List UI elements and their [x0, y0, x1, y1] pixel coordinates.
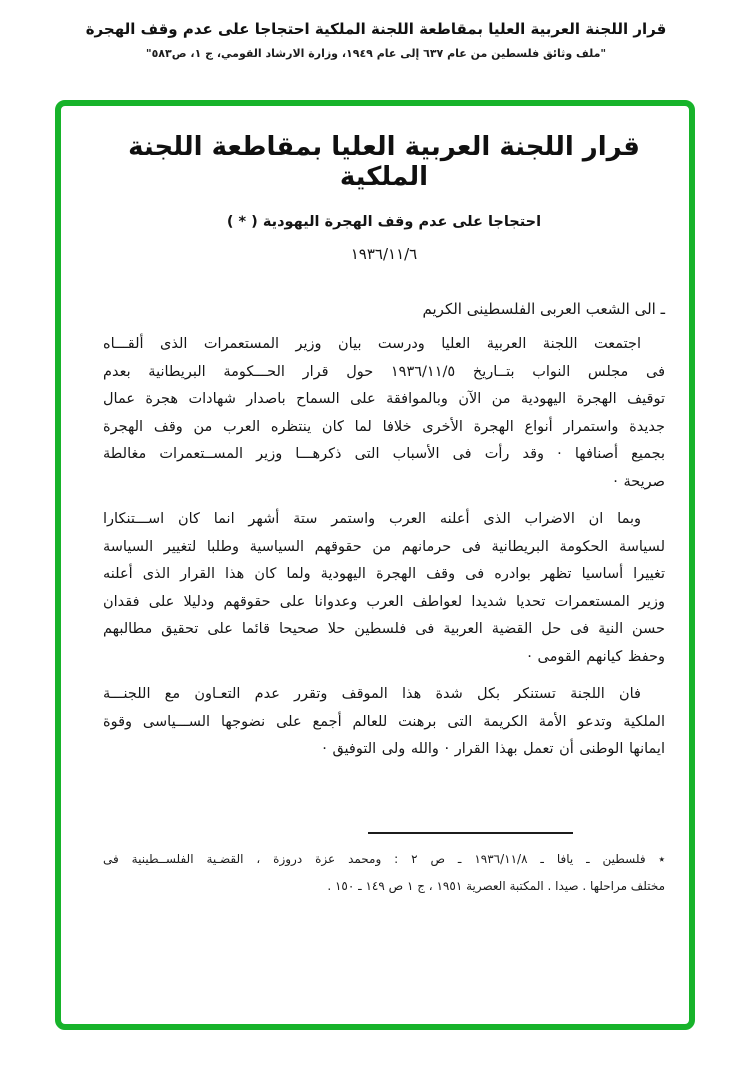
document-body	[103, 331, 665, 764]
body-line: وحفظ كيانهم القومى ·	[527, 648, 665, 665]
paragraph-2	[103, 506, 665, 671]
body-line: تغييرا أساسيا تظهر بوادره فى وقف الهجرة اليهودية ولما كان هذا القرار الذى أعلنه	[103, 566, 665, 582]
body-line: ايمانها الوطنى أن تعمل بهذا القرار · والله ولى التوفيق ·	[322, 741, 665, 757]
body-line: وبما ان الاضراب الذى أعلنه العرب واستمر ستة أشهر انما كان اســـتنكارا	[103, 511, 641, 527]
citation-title-line: قرار اللجنة العربية العليا بمقاطعة اللجنة الملكية احتجاجا على عدم وقف الهجرة	[85, 20, 667, 38]
body-line: فان اللجنة تستنكر بكل شدة هذا الموقف وتقرر عدم التعـاون مع اللجنـــة	[103, 686, 641, 702]
document-frame	[55, 100, 695, 1030]
footnote-separator	[368, 832, 573, 834]
citation-source-line: "ملف وثائق فلسطين من عام ٦٣٧ إلى عام ١٩٤٩، وزارة الارشاد القومي، ج ١، ص٥٨٣"	[145, 47, 607, 60]
footnote-line: ٭ فلسطين ـ يافا ـ ١٩٣٦/١١/٨ ـ ص ٢ : ومحمد عزة دروزة ، القضـية الفلســطينية فى	[103, 852, 666, 866]
body-line: اجتمعت اللجنة العربية العليا ودرست بيان وزير المستعمرات الذى ألقـــاه	[103, 336, 641, 352]
body-line: وزير المستعمرات تحديا شديدا لعواطف العرب وعدوانا على حقوقهم ودليلا على فقدان	[103, 593, 665, 610]
body-line: الملكية وتدعو الأمة الكريمة التى برهنت للعالم أجمع على نضوجها الســـياسى وقوة	[103, 713, 665, 730]
salutation-line: ـ الى الشعب العربى الفلسطينى الكريم	[422, 300, 665, 318]
paragraph-3	[103, 681, 665, 764]
paragraph-1	[103, 331, 665, 496]
body-line: بجميع أصنافها · وقد رأت فى الأسباب التى ذكرهـــا وزير المســتعمرات مغالطة	[103, 446, 665, 462]
body-line: حسن النية فى حل القضية العربية فى فلسطين حلا صحيحا قائما على تحقيق مطالبهم	[103, 621, 665, 637]
body-line: جديدة واستمرار أنواع الهجرة الأخرى خلافا لما كان ينتظره العرب من وقف الهجرة	[103, 418, 665, 435]
document-subtitle: احتجاجا على عدم وقف الهجرة اليهودية ( * )	[226, 214, 542, 230]
footnote	[103, 832, 665, 899]
document-scan	[61, 106, 689, 1024]
body-line: لسياسة الحكومة البريطانية فى حرمانهم من حقوقهم السياسية وطلبا لتغيير السياسة	[103, 538, 665, 555]
document-date: ١٩٣٦/١١/٦	[350, 245, 418, 263]
document-title: قرار اللجنة العربية العليا بمقاطعة اللجنة الملكية	[128, 132, 640, 192]
body-line: صريحة ·	[613, 473, 665, 490]
body-line: توقيف الهجرة اليهودية من الآن وبالموافقة على السماح باصدار شهادات هجرة عمال	[103, 391, 665, 407]
citation-header	[0, 20, 752, 60]
body-line: فى مجلس النواب بتــاريخ ١٩٣٦/١١/٥ حول قرار الحـــكومة البريطانية بعدم	[103, 363, 665, 380]
footnote-line: مختلف مراحلها . صيدا . المكتبة العصرية ١٩٥١ ، ج ١ ص ١٤٩ ـ ١٥٠ .	[327, 878, 665, 893]
